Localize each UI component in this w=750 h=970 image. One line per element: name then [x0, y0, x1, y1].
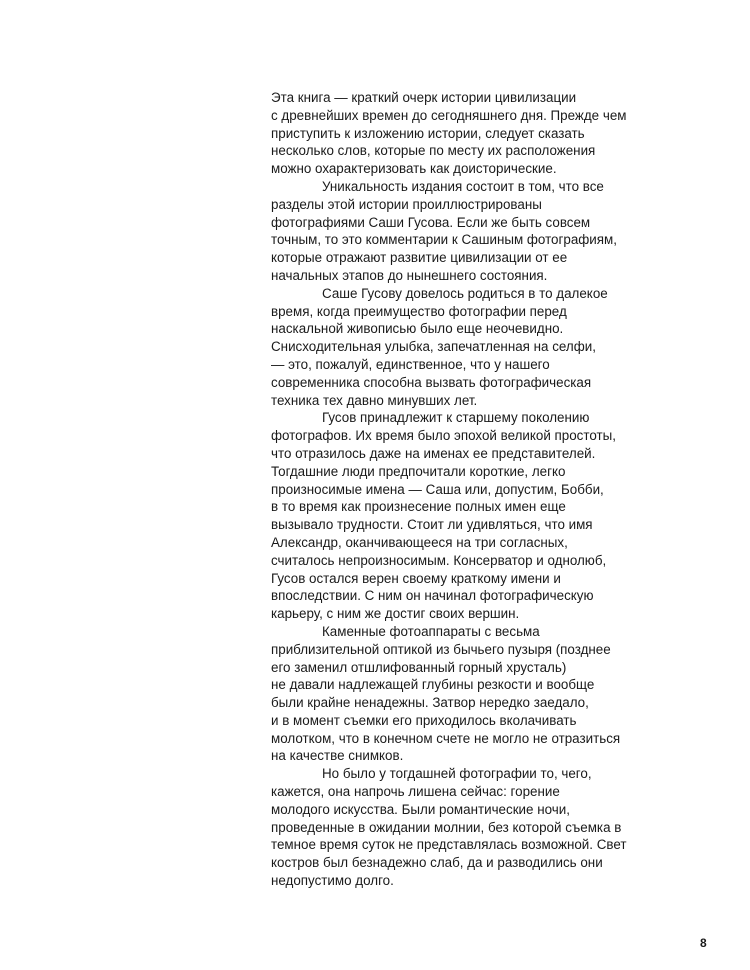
paragraph: [271, 765, 641, 890]
text-line: молодого искусства. Были романтические ночи,: [271, 801, 570, 817]
text-line: начальных этапов до нынешнего состояния.: [271, 267, 548, 283]
paragraph: [271, 178, 641, 285]
text-line: фотографиями Саши Гусова. Если же быть совсем: [271, 214, 591, 230]
text-line: впоследствии. С ним он начинал фотографическую: [271, 588, 594, 604]
text-line: разделы этой истории проиллюстрированы: [271, 196, 542, 212]
text-line: проведенные в ожидании молнии, без которой съемка в: [271, 819, 622, 835]
text-line: приступить к изложению истории, следует сказать: [271, 125, 585, 141]
paragraph: [271, 89, 641, 178]
text-line: были крайне ненадежны. Затвор нередко заедало,: [271, 695, 589, 711]
body-text: [271, 89, 641, 890]
text-line: Гусов принадлежит к старшему поколению: [322, 410, 590, 426]
text-line: с древнейших времен до сегодняшнего дня. Прежде чем: [271, 107, 627, 123]
text-line: молотком, что в конечном счете не могло не отразиться: [271, 730, 621, 746]
text-line: техника тех давно минувших лет.: [271, 392, 478, 408]
text-line: Александр, оканчивающееся на три согласных,: [271, 534, 568, 550]
text-line: его заменил отшлифованный горный хрусталь): [271, 659, 567, 675]
text-line: Снисходительная улыбка, запечатленная на селфи,: [271, 339, 596, 355]
text-line: наскальной живописью было еще неочевидно.: [271, 321, 564, 337]
text-line: темное время суток не представлялась возможной. Свет: [271, 837, 627, 853]
text-line: считалось непроизносимым. Консерватор и однолюб,: [271, 552, 607, 568]
text-line: точным, то это комментарии к Сашиным фотографиям,: [271, 232, 617, 248]
text-line: и в момент съемки его приходилось вколачивать: [271, 712, 577, 728]
text-line: в то время как произнесение полных имен еще: [271, 499, 566, 515]
text-line: Саше Гусову довелось родиться в то далекое: [322, 285, 608, 301]
text-line: недопустимо долго.: [271, 873, 394, 889]
text-line: фотографов. Их время было эпохой великой простоты,: [271, 428, 616, 444]
page-number: 8: [700, 936, 707, 950]
text-line: кажется, она напрочь лишена сейчас: горение: [271, 784, 560, 800]
text-line: можно охарактеризовать как доисторические.: [271, 161, 557, 177]
text-line: Тогдашние люди предпочитали короткие, легко: [271, 463, 566, 479]
text-line: время, когда преимущество фотографии перед: [271, 303, 567, 319]
paragraph: [271, 409, 641, 623]
text-line: — это, пожалуй, единственное, что у нашего: [271, 356, 550, 372]
text-line: Эта книга — краткий очерк истории цивилизации: [271, 90, 577, 105]
paragraph: [271, 623, 641, 765]
text-line: приблизительной оптикой из бычьего пузыря (позднее: [271, 641, 611, 657]
text-line: карьеру, с ним же достиг своих вершин.: [271, 606, 520, 622]
text-line: Уникальность издания состоит в том, что все: [322, 178, 604, 194]
text-line: что отразилось даже на именах ее представителей.: [271, 445, 596, 461]
text-line: Но было у тогдашней фотографии то, чего,: [322, 766, 592, 782]
text-line: костров был безнадежно слаб, да и разводились они: [271, 855, 603, 871]
text-line: вызывало трудности. Стоит ли удивляться, что имя: [271, 517, 593, 533]
text-line: на качестве снимков.: [271, 748, 404, 764]
text-line: произносимые имена — Саша или, допустим, Бобби,: [271, 481, 604, 497]
text-line: которые отражают развитие цивилизации от ее: [271, 250, 568, 266]
paragraph: [271, 285, 641, 410]
text-line: не давали надлежащей глубины резкости и вообще: [271, 677, 595, 693]
text-line: Каменные фотоаппараты с весьма: [322, 623, 540, 639]
text-line: несколько слов, которые по месту их расположения: [271, 143, 596, 159]
text-line: современника способна вызвать фотографическая: [271, 374, 592, 390]
text-line: Гусов остался верен своему краткому имени и: [271, 570, 561, 586]
